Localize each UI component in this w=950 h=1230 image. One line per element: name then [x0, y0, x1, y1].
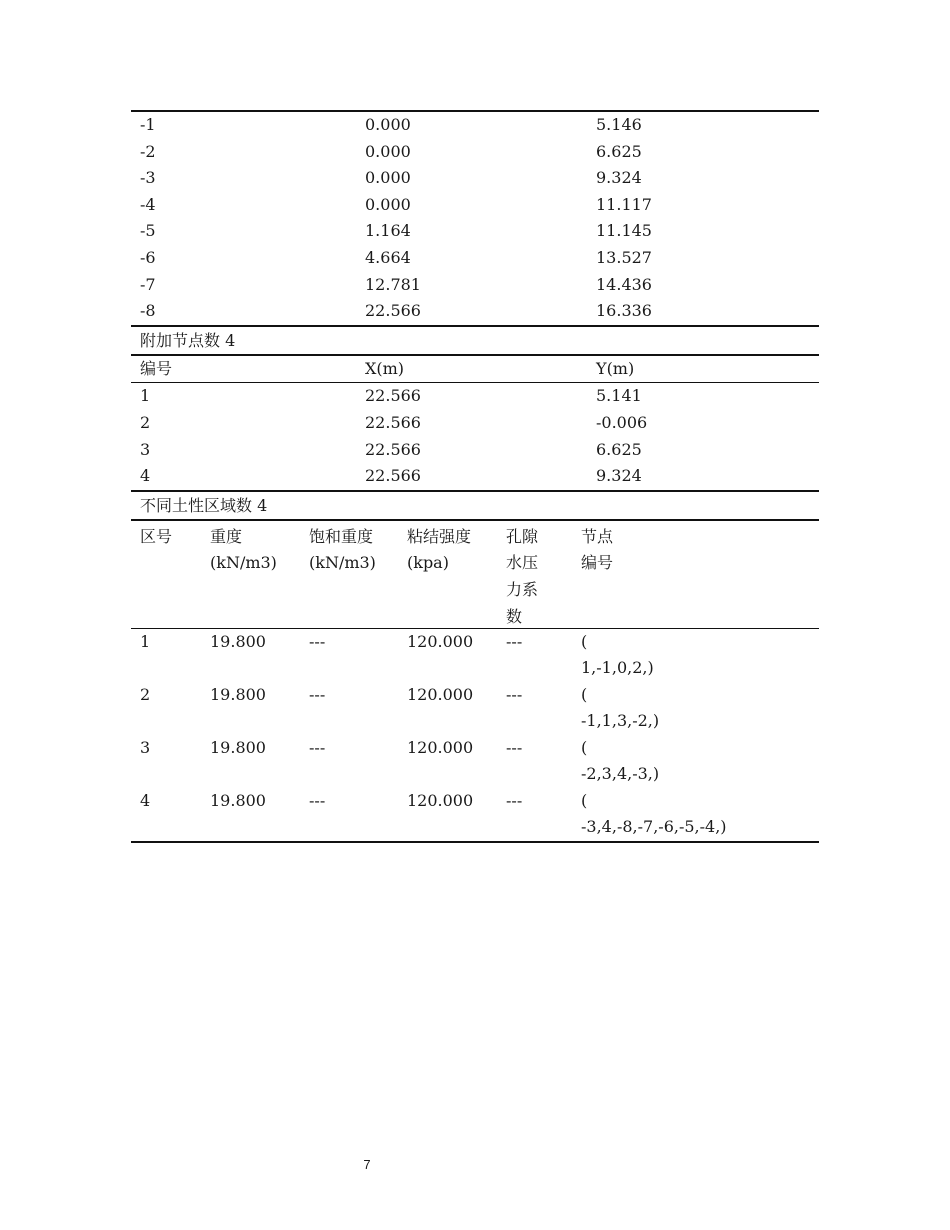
node-y: 9.324	[596, 466, 642, 486]
table-row	[131, 788, 819, 841]
table-row	[131, 272, 819, 299]
node-list	[581, 682, 659, 735]
node-id: -8	[140, 301, 156, 321]
zone-no: 1	[140, 631, 151, 651]
node-x: 1.164	[365, 221, 411, 241]
header-cohesion: 粘结强度 (kpa)	[407, 526, 472, 573]
page-number: 7	[363, 1157, 371, 1172]
unit-weight: 19.800	[210, 631, 266, 651]
zones-header-row	[131, 521, 819, 628]
node-coordinates-table	[131, 112, 819, 325]
header-y: Y(m)	[596, 358, 635, 378]
table-row	[131, 735, 819, 788]
pore-pressure: ---	[506, 737, 523, 757]
node-id: -2	[140, 141, 156, 161]
node-y: 14.436	[596, 274, 652, 294]
table-row	[131, 192, 819, 219]
node-x: 22.566	[365, 439, 421, 459]
unit-weight: 19.800	[210, 737, 266, 757]
table-row	[131, 139, 819, 166]
header-pore-pressure: 孔隙 水压 力系 数	[506, 526, 539, 626]
node-y: 5.146	[596, 115, 642, 134]
table-row	[131, 437, 819, 464]
node-x: 22.566	[365, 466, 421, 486]
header-node-list: 节点 编号	[581, 526, 614, 573]
saturated-weight: ---	[309, 631, 326, 651]
node-y: 9.324	[596, 168, 642, 188]
pore-pressure: ---	[506, 684, 523, 704]
unit-weight: 19.800	[210, 790, 266, 810]
zones-table	[131, 629, 819, 841]
header-unit-weight: 重度 (kN/m3)	[210, 526, 277, 573]
table-row	[131, 298, 819, 325]
node-y: -0.006	[596, 412, 648, 432]
node-y: 11.145	[596, 221, 652, 241]
cohesion: 120.000	[407, 790, 474, 810]
node-id: -6	[140, 247, 156, 267]
node-id: -5	[140, 221, 156, 241]
node-y: 6.625	[596, 439, 642, 459]
table-row	[131, 629, 819, 682]
node-x: 0.000	[365, 115, 411, 134]
zones-title: 不同土性区域数 4	[140, 495, 268, 515]
header-zone-no: 区号	[140, 526, 173, 546]
zone-no: 4	[140, 790, 151, 810]
node-list-values: 1,-1,0,2,)	[581, 658, 654, 678]
node-list-open: (	[581, 790, 588, 810]
table-row	[131, 410, 819, 437]
node-x: 4.664	[365, 247, 411, 267]
table-row	[131, 463, 819, 490]
table-row	[131, 218, 819, 245]
node-id: 1	[140, 386, 151, 406]
node-list-open: (	[581, 737, 588, 757]
header-saturated-weight: 饱和重度 (kN/m3)	[309, 526, 376, 573]
node-list-open: (	[581, 631, 588, 651]
pore-pressure: ---	[506, 790, 523, 810]
node-y: 6.625	[596, 141, 642, 161]
node-x: 22.566	[365, 412, 421, 432]
unit-weight: 19.800	[210, 684, 266, 704]
node-list	[581, 788, 727, 841]
cohesion: 120.000	[407, 684, 474, 704]
node-list-values: -1,1,3,-2,)	[581, 711, 660, 731]
node-id: 2	[140, 412, 151, 432]
extra-nodes-table	[131, 383, 819, 489]
node-id: -3	[140, 168, 156, 188]
document-body	[131, 110, 819, 843]
table-row	[131, 165, 819, 192]
node-list-values: -3,4,-8,-7,-6,-5,-4,)	[581, 817, 727, 837]
saturated-weight: ---	[309, 737, 326, 757]
saturated-weight: ---	[309, 790, 326, 810]
node-x: 0.000	[365, 141, 411, 161]
zone-no: 3	[140, 737, 151, 757]
node-id: -1	[140, 115, 156, 134]
table-row	[131, 245, 819, 272]
node-list	[581, 735, 659, 788]
table-row	[131, 112, 819, 139]
node-y: 5.141	[596, 386, 642, 406]
pore-pressure: ---	[506, 631, 523, 651]
node-x: 12.781	[365, 274, 421, 294]
node-list-open: (	[581, 684, 588, 704]
node-x: 22.566	[365, 386, 421, 406]
node-y: 13.527	[596, 247, 652, 267]
cohesion: 120.000	[407, 737, 474, 757]
header-id: 编号	[140, 358, 173, 378]
node-y: 11.117	[596, 194, 652, 214]
node-id: -7	[140, 274, 156, 294]
table-row	[131, 383, 819, 410]
node-id: 4	[140, 466, 151, 486]
node-list	[581, 629, 654, 682]
zone-no: 2	[140, 684, 151, 704]
node-y: 16.336	[596, 301, 652, 321]
table-row	[131, 682, 819, 735]
header-x: X(m)	[365, 358, 405, 378]
extra-nodes-title: 附加节点数 4	[140, 330, 236, 350]
saturated-weight: ---	[309, 684, 326, 704]
node-x: 0.000	[365, 168, 411, 188]
node-id: 3	[140, 439, 151, 459]
table-bottom-rule	[131, 841, 819, 843]
node-x: 0.000	[365, 194, 411, 214]
node-x: 22.566	[365, 301, 421, 321]
node-id: -4	[140, 194, 156, 214]
node-list-values: -2,3,4,-3,)	[581, 764, 660, 784]
extra-nodes-header-row	[131, 356, 819, 383]
cohesion: 120.000	[407, 631, 474, 651]
